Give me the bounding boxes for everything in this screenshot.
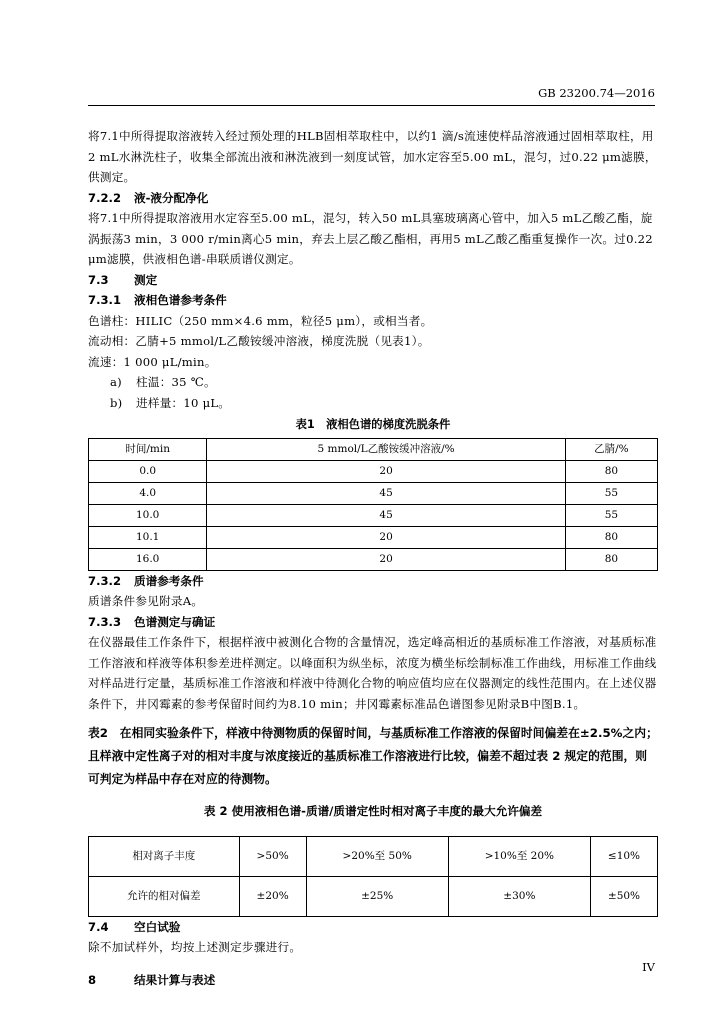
table-cell: 80 [565, 526, 657, 548]
table-cell: ±25% [306, 876, 448, 916]
table-row [89, 482, 658, 504]
flow-rate-condition: 流速：1 000 μL/min。 [88, 354, 217, 369]
table-cell: 80 [565, 460, 657, 482]
table-cell: 相对离子丰度 [89, 836, 240, 876]
table1-caption: 表1 液相色谱的梯度洗脱条件 [295, 418, 451, 431]
table-row [89, 836, 658, 876]
table-cell: 20 [207, 526, 565, 548]
header-rule [88, 105, 655, 106]
table1-header: 时间/min [89, 438, 207, 460]
heading-7-3-3: 7.3.3 色谱测定与确证 [88, 614, 216, 629]
table-row [89, 526, 658, 548]
table-cell: 10.0 [89, 504, 207, 526]
table-cell: >50% [239, 836, 306, 876]
table-cell: 16.0 [89, 548, 207, 570]
table-cell: 0.0 [89, 460, 207, 482]
heading-7-3-2: 7.3.2 质谱参考条件 [88, 573, 204, 588]
table1-header: 5 mmol/L乙酸铵缓冲溶液/% [207, 438, 565, 460]
table-cell: 55 [565, 482, 657, 504]
table-row [89, 548, 658, 570]
table1-header: 乙腈/% [565, 438, 657, 460]
mobile-phase-condition: 流动相：乙腈+5 mmol/L乙酸铵缓冲溶液，梯度洗脱（见表1）。 [88, 334, 430, 348]
table-cell: 10.1 [89, 526, 207, 548]
heading-8: 8 结果计算与表述 [88, 972, 216, 987]
heading-7-4: 7.4 空白试验 [88, 919, 181, 934]
table-cell: 4.0 [89, 482, 207, 504]
table-cell: ±50% [590, 876, 657, 916]
table-cell: >20%至 50% [306, 836, 448, 876]
heading-7-3: 7.3 测定 [88, 272, 158, 287]
table1-gradient [88, 438, 658, 571]
table-cell: 80 [565, 548, 657, 570]
column-condition: 色谱柱：HILIC（250 mm×4.6 mm，粒径5 μm），或相当者。 [88, 313, 433, 328]
table-cell: 20 [207, 460, 565, 482]
paragraph-lle: 将7.1中所得提取溶液用水定容至5.00 mL，混匀，转入50 mL具塞玻璃离心管中，加入5 mL乙酸乙酯，旋涡振荡3 min，3 000 r/min离心5 min，弃去上层乙酸乙酯相，再用5 mL乙酸乙酯重复操作一次。过0.22 μm滤膜，供液相色谱-串联质谱仪测定。 [88, 211, 653, 266]
document-body [88, 126, 658, 990]
paragraph-spe: 将7.1中所得提取溶液转入经过预处理的HLB固相萃取柱中，以约1 滴/s流速使样品溶液通过固相萃取柱，用2 mL水淋洗柱子，收集全部流出液和淋洗液到一刻度试管，加水定容至5.00 mL，混匀，过0.22 μm滤膜，供测定。 [88, 129, 657, 184]
table-cell: >10%至 20% [448, 836, 590, 876]
table-cell: ±30% [448, 876, 590, 916]
heading-7-3-1: 7.3.1 液相色谱参考条件 [88, 293, 227, 307]
table-cell: 允许的相对偏差 [89, 876, 240, 916]
blank-test-text: 除不加试样外，均按上述测定步骤进行。 [88, 940, 302, 954]
heading-7-2-2: 7.2.2 液-液分配净化 [88, 190, 209, 205]
standard-number: GB 23200.74—2016 [538, 86, 655, 100]
table-row [89, 876, 658, 916]
table2-caption: 表 2 使用液相色谱-质谱/质谱定性时相对离子丰度的最大允许偏差 [203, 804, 543, 818]
table2-ion-ratio [88, 836, 658, 917]
table-cell: ≤10% [590, 836, 657, 876]
ms-conditions: 质谱条件参见附录A。 [88, 594, 204, 608]
list-item-a: a) 柱温：35 ℃。 [110, 375, 216, 389]
list-item-b: b) 进样量：10 μL。 [110, 395, 231, 410]
table-cell: 45 [207, 482, 565, 504]
table-row [89, 460, 658, 482]
paragraph-determination: 在仪器最佳工作条件下，根据样液中被测化合物的含量情况，选定峰高相近的基质标准工作溶液，对基质标准工作溶液和样液等体积参差进样测定。以峰面积为纵坐标，浓度为横坐标绘制标准工作曲线，用标准工作曲线对样品进行定量，基质标准工作溶液和样液中待测化合物的响应值均应在仪器测定的线性范围内。在上述仪器条件下，井冈霉素的参考保留时间约为8.10 min；井冈霉素标准品色谱图参见附录B中图B.1。 [88, 635, 657, 711]
page-number: IV [642, 960, 655, 974]
table-cell: 20 [207, 548, 565, 570]
table-cell: ±20% [239, 876, 306, 916]
table-row [89, 504, 658, 526]
table-cell: 55 [565, 504, 657, 526]
confirmation-note: 表2 在相同实验条件下，样液中待测物质的保留时间，与基质标准工作溶液的保留时间偏差在±2.5%之内；且样液中定性离子对的相对丰度与浓度接近的基质标准工作溶液进行比较，偏差不超过表 2 规定的范围，则可判定为样品中存在对应的待测物。 [88, 726, 658, 786]
table-cell: 45 [207, 504, 565, 526]
